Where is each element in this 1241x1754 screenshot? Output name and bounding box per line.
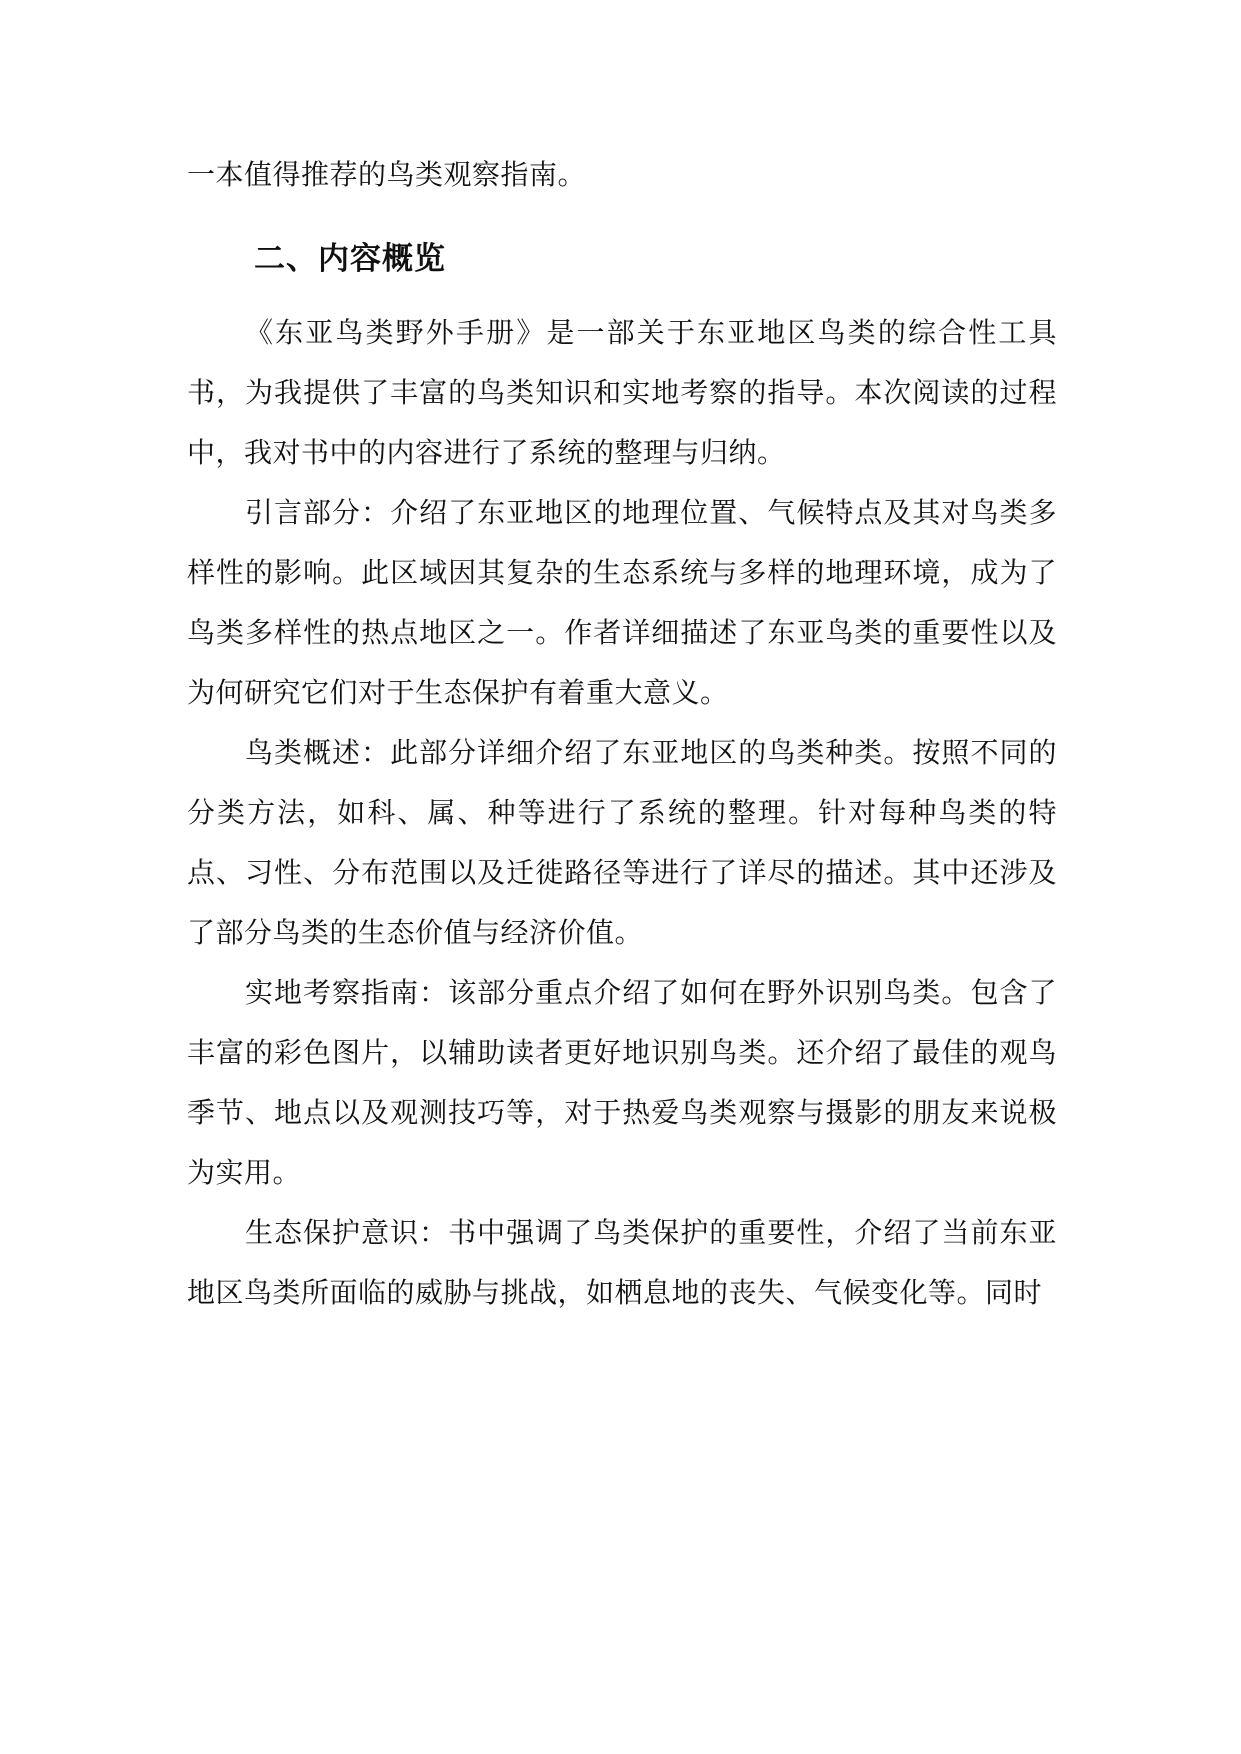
paragraph-field-guide: 实地考察指南：该部分重点介绍了如何在野外识别鸟类。包含了丰富的彩色图片，以辅助读者更好地识别鸟类。还介绍了最佳的观鸟季节、地点以及观测技巧等，对于热爱鸟类观察与摄影的朋友来说极为实用。 (187, 976, 1057, 1189)
continuation-paragraph: 一本值得推荐的鸟类观察指南。 (187, 158, 587, 191)
paragraph-introduction: 引言部分：介绍了东亚地区的地理位置、气候特点及其对鸟类多样性的影响。此区域因其复杂的生态系统与多样的地理环境，成为了鸟类多样性的热点地区之一。作者详细描述了东亚鸟类的重要性以及为何研究它们对于生态保护有着重大意义。 (187, 496, 1057, 709)
section-heading: 二、内容概览 (254, 241, 446, 277)
paragraph-conservation: 生态保护意识：书中强调了鸟类保护的重要性，介绍了当前东亚地区鸟类所面临的威胁与挑战，如栖息地的丧失、气候变化等。同时 (187, 1216, 1057, 1309)
document-body (187, 145, 1057, 1323)
paragraph-overview: 《东亚鸟类野外手册》是一部关于东亚地区鸟类的综合性工具书，为我提供了丰富的鸟类知识和实地考察的指导。本次阅读的过程中，我对书中的内容进行了系统的整理与归纳。 (187, 316, 1057, 469)
paragraph-bird-overview: 鸟类概述：此部分详细介绍了东亚地区的鸟类种类。按照不同的分类方法，如科、属、种等进行了系统的整理。针对每种鸟类的特点、习性、分布范围以及迁徙路径等进行了详尽的描述。其中还涉及了部分鸟类的生态价值与经济价值。 (187, 736, 1057, 949)
